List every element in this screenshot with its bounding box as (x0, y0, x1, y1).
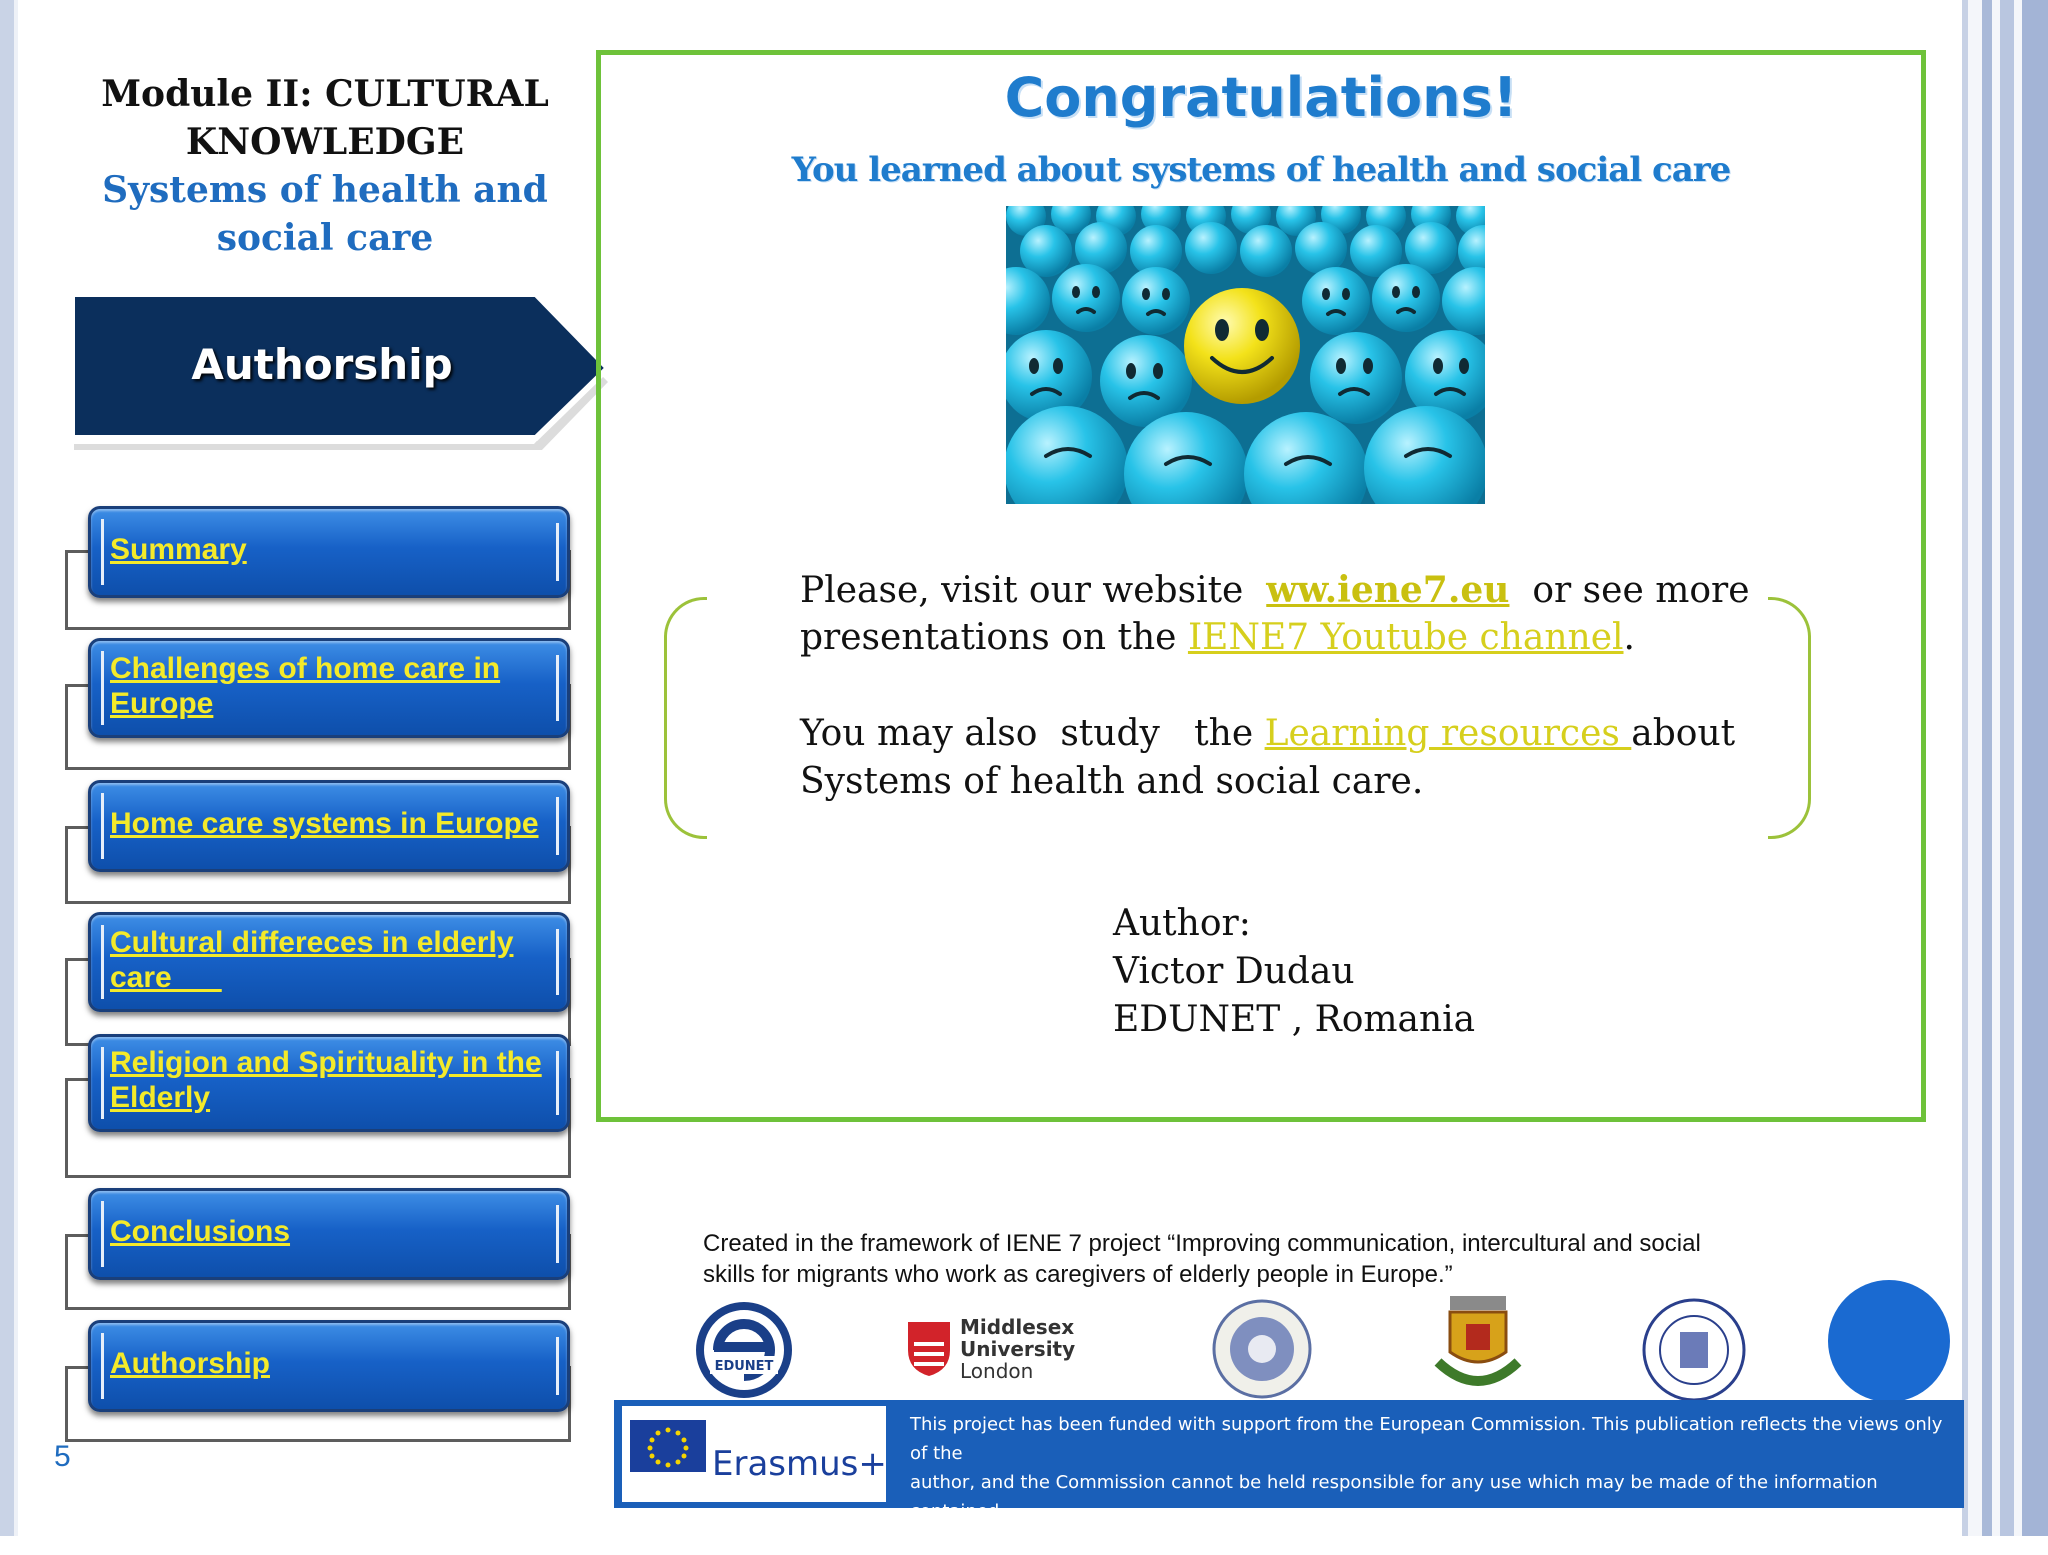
page-number: 5 (54, 1440, 71, 1473)
nav-item-challenges-label[interactable]: Challenges of home care in Europe (110, 652, 501, 720)
nav-item-cultural-differences-label[interactable]: Cultural differeces in elderly care (110, 926, 514, 994)
university-seal-logo (1200, 1298, 1324, 1400)
learning-resources-link[interactable]: Learning resources (1264, 713, 1632, 754)
module-title (80, 70, 570, 166)
module-title-line1: Module II: CULTURAL (101, 73, 549, 115)
municipality-crest-logo (1428, 1282, 1528, 1398)
youtube-channel-link[interactable]: IENE7 Youtube channel (1187, 617, 1624, 658)
study-line: You may also study the Learning resources about (800, 713, 1736, 754)
erasmus-label: Erasmus+ (712, 1444, 887, 1484)
study-line-2: Systems of health and social care. (800, 761, 1424, 802)
website-link[interactable]: ww.iene7.eu (1266, 569, 1510, 611)
module-subtitle-line2: social care (216, 217, 434, 259)
visit-website-line: Please, visit our website ww.iene7.eu or see more (800, 569, 1750, 611)
nav-item-summary-label[interactable]: Summary (110, 533, 247, 566)
presentations-line: presentations on the IENE7 Youtube channel. (800, 617, 1635, 658)
nav-item-home-care-systems-label[interactable]: Home care systems in Europe (110, 807, 539, 840)
author-name: Victor Dudau (1113, 951, 1355, 992)
middlesex-logo: Middlesex University London (906, 1316, 1076, 1388)
smiley-balls-image (1006, 206, 1485, 504)
authorship-banner-label: Authorship (191, 340, 453, 389)
learned-subheading: You learned about systems of health and social care (791, 150, 1731, 190)
erasmus-logo (622, 1406, 886, 1502)
edunet-logo (688, 1302, 800, 1400)
nav-item-religion-label[interactable]: Religion and Spirituality in the Elderly (110, 1046, 542, 1114)
project-credit: Created in the framework of IENE 7 project “Improving communication, intercultural and social skills for migrants who work as caregivers of elderly people in Europe.” (703, 1230, 1701, 1288)
middlesex-shield-icon (906, 1320, 952, 1378)
circle-button[interactable] (1828, 1280, 1950, 1402)
module-subtitle-line1: Systems of health and (102, 169, 548, 211)
nav-item-authorship-label[interactable]: Authorship (110, 1347, 270, 1380)
page-frame-left (0, 0, 14, 1536)
page-frame-left-inner (14, 0, 18, 1536)
right-bracket (1768, 597, 1811, 839)
author-org: EDUNET , Romania (1113, 999, 1476, 1040)
svg-text:EDUNET: EDUNET (714, 1359, 774, 1374)
nav-item-conclusions-label[interactable]: Conclusions (110, 1215, 291, 1248)
module-title-line2: KNOWLEDGE (185, 121, 465, 163)
module-subtitle (80, 166, 570, 262)
author-block (1113, 900, 1475, 1044)
page-frame-right (1962, 0, 2048, 1536)
left-bracket (664, 597, 707, 839)
eu-disclaimer: This project has been funded with support from the European Commission. This publication reflects the views only of the author, and the Commission cannot be held responsible for any use which may be made of the information contained therein. (910, 1414, 1943, 1551)
congratulations-heading: Congratulations! (1004, 66, 1518, 129)
university-sicily-seal-logo (1636, 1298, 1752, 1402)
eu-flag-icon (630, 1420, 706, 1472)
author-label: Author: (1113, 903, 1251, 944)
